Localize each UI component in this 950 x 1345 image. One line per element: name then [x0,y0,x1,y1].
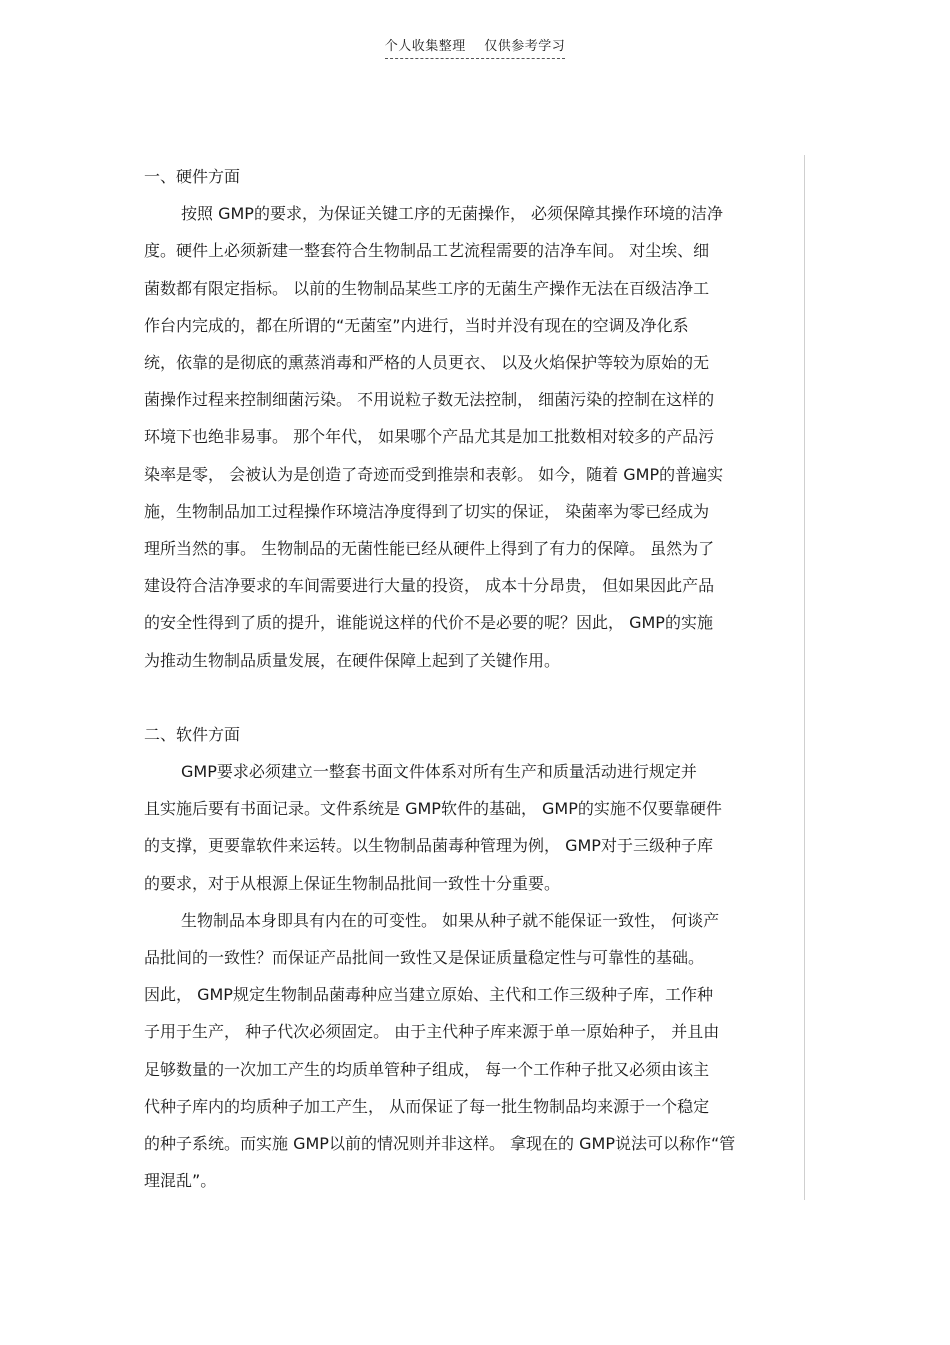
paragraph [144,195,806,679]
text-line: 作台内完成的，都在所谓的“无菌室”内进行，当时并没有现在的空调及净化系 [144,315,689,335]
text-line: 菌数都有限定指标。 以前的生物制品某些工序的无菌生产操作无法在百级洁净工 [144,278,710,298]
text-line: 的要求，对于从根源上保证生物制品批间一致性十分重要。 [144,873,561,893]
text-line: 按照 GMP的要求，为保证关键工序的无菌操作， 必须保障其操作环境的洁净 [181,204,724,224]
text-line: 建设符合洁净要求的车间需要进行大量的投资， 成本十分昂贵， 但如果因此产品 [144,576,715,596]
section-heading: 一、硬件方面 [144,167,241,186]
text-line: 的安全性得到了质的提升，谁能说这样的代价不是必要的呢？因此， GMP的实施 [144,613,713,633]
section-heading: 二、软件方面 [144,724,241,744]
text-line: 的支撑，更要靠软件来运转。以生物制品菌毒种管理为例， GMP对于三级种子库 [144,836,713,856]
header-text: 个人收集整理 仅供参考学习 [385,38,566,59]
text-line: 的种子系统。而实施 GMP以前的情况则并非这样。 拿现在的 GMP说法可以称作“管 [144,1134,736,1154]
text-line: 理所当然的事。 生物制品的无菌性能已经从硬件上得到了有力的保障。 虽然为了 [144,539,715,559]
text-line: 代种子库内的均质种子加工产生， 从而保证了每一批生物制品均来源于一个稳定 [144,1096,710,1116]
text-line: 因此， GMP规定生物制品菌毒种应当建立原始、主代和工作三级种子库，工作种 [144,985,713,1005]
paragraph [144,902,806,1200]
page-header [0,38,950,59]
text-line: 品批间的一致性？而保证产品批间一致性又是保证质量稳定性与可靠性的基础。 [144,948,705,968]
text-line: 环境下也绝非易事。 那个年代， 如果哪个产品尤其是加工批数相对较多的产品污 [144,427,715,447]
text-line: 理混乱”。 [144,1171,217,1191]
text-line: 足够数量的一次加工产生的均质单管种子组成， 每一个工作种子批又必须由该主 [144,1059,710,1079]
text-line: 度。硬件上必须新建一整套符合生物制品工艺流程需要的洁净车间。 对尘埃、细 [144,241,710,261]
text-line: 为推动生物制品质量发展，在硬件保障上起到了关键作用。 [144,650,561,670]
document-body [144,158,806,1199]
text-line: 生物制品本身即具有内在的可变性。 如果从种子就不能保证一致性， 何谈产 [181,910,720,930]
text-line: 且实施后要有书面记录。文件系统是 GMP软件的基础， GMP的实施不仅要靠硬件 [144,799,722,819]
paragraph [144,753,806,902]
text-line: 施，生物制品加工过程操作环境洁净度得到了切实的保证， 染菌率为零已经成为 [144,501,710,521]
text-line: 子用于生产， 种子代次必须固定。 由于主代种子库来源于单一原始种子， 并且由 [144,1022,720,1042]
text-line: 菌操作过程来控制细菌污染。 不用说粒子数无法控制， 细菌污染的控制在这样的 [144,390,715,410]
text-line: 染率是零， 会被认为是创造了奇迹而受到推崇和表彰。 如今，随着 GMP的普遍实 [144,464,724,484]
text-line: GMP要求必须建立一整套书面文件体系对所有生产和质量活动进行规定并 [181,762,697,782]
section-spacer [144,679,806,716]
text-line: 统，依靠的是彻底的熏蒸消毒和严格的人员更衣、 以及火焰保护等较为原始的无 [144,353,710,373]
